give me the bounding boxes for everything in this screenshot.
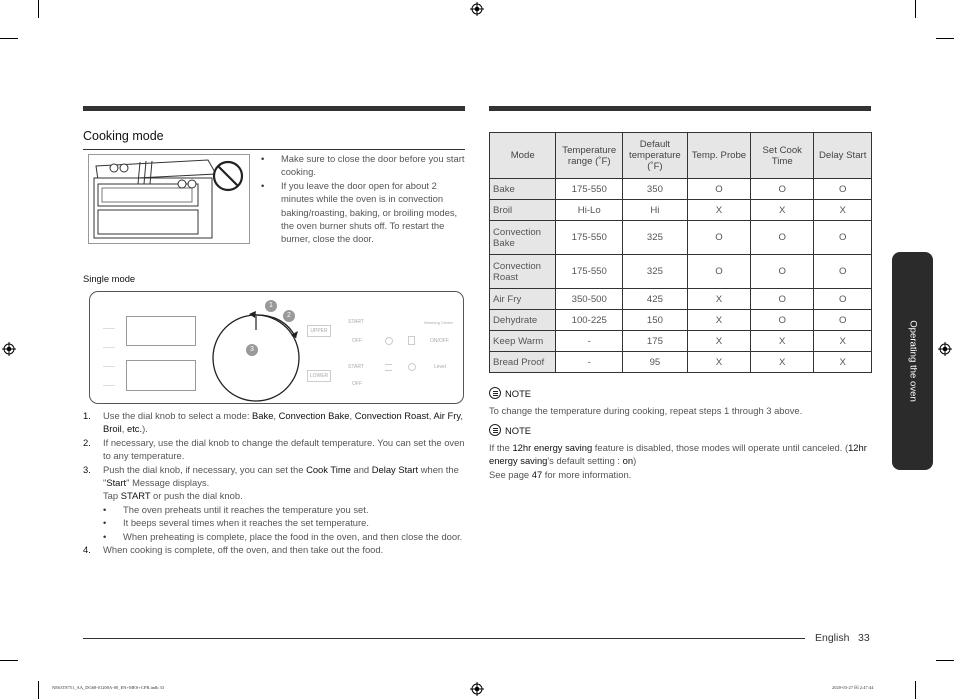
table-row: Keep Warm - 175 X X X [490,331,872,352]
note-heading: NOTE [489,387,531,399]
registration-mark-icon [2,342,16,356]
table-header: Temperature range (˚F) [556,133,623,179]
step-4: 4. When cooking is complete, off the oven, and then take out the food. [83,544,384,556]
door-notice-list [261,152,465,246]
mode-bake: Bake [252,410,274,421]
start-lower-label[interactable]: START [348,364,364,370]
display-lower [126,360,196,391]
crop-mark [936,660,954,661]
registration-mark-icon [938,342,952,356]
start-upper-label[interactable]: START [348,319,364,325]
callout-3: 3 [246,344,258,356]
mode-icons-strip [103,320,115,390]
crop-mark [38,681,39,699]
door-notice-item: • Make sure to close the door before you start cooking. [261,152,465,179]
table-row: Bake 175-550 350 O O O [490,179,872,200]
onoff-label[interactable]: ON/OFF [430,338,449,344]
off-upper-label[interactable]: OFF [352,338,362,344]
mode-air-fry: Air Fry [433,410,461,421]
level-label[interactable]: Level [434,364,446,370]
note-text: If the 12hr energy saving feature is disabled, those modes will operate until canceled. (12hr energy saving's default setting : on) See page 47 for more information. [489,442,867,480]
table-header: Mode [490,133,556,179]
table-row: Dehydrate 100-225 150 X O O [490,310,872,331]
warming-center-label: Warming Center [424,320,453,325]
table-header: Default temperature (˚F) [623,133,688,179]
footer-rule [83,638,805,639]
step-3-bullet: • The oven preheats until it reaches the temperature you set. [103,503,465,516]
step-3: 3. Push the dial knob, if necessary, you can set the Cook Time and Delay Start when the "Start" Message displays. Tap START or push the dial knob. • The oven preheats until it reaches the temperature you set. • It beeps several times when it reaches the set temperature. • When preheating is complete, place the food in the oven, and then close the door. [83,463,465,543]
crop-mark [0,660,18,661]
chapter-side-tab: Operating the oven [892,252,933,470]
print-slug-left: NE63T8751_AA_DG68-01200A-00_EN+MES+CFR.indb 33 [52,685,165,690]
steps-list [83,409,465,556]
control-panel-illustration [89,291,464,404]
display-upper [126,316,196,346]
registration-mark-icon [470,682,484,696]
note-heading: NOTE [489,424,531,436]
note-icon [489,424,501,436]
mode-table [489,132,872,373]
subsection-title: Single mode [83,273,136,284]
table-header-row [490,133,872,179]
step-2: 2. If necessary, use the dial knob to change the default temperature. You can set the oven to any temperature. [83,436,465,462]
footer-language: English [815,632,850,644]
table-row: Broil Hi-Lo Hi X X X [490,200,872,221]
door-notice-item: • If you leave the door open for about 2 minutes while the oven is in convection baking/roasting, baking, or broiling modes, the oven burner shuts off. To restart the burner, close the door. [261,179,465,246]
page-link[interactable]: 47 [531,468,543,480]
footer-page-number: 33 [858,632,870,644]
note-icon [489,387,501,399]
crop-mark [915,681,916,699]
callout-1: 1 [265,300,277,312]
light-icon[interactable] [408,363,416,371]
section-title-underline [83,149,465,150]
table-row: Bread Proof - 95 X X X [490,352,872,373]
crop-mark [0,38,18,39]
crop-mark [38,0,39,18]
callout-2: 2 [283,310,295,322]
print-slug-right: 2020-03-27 ￼ 2:47:44 [832,685,874,690]
lock-icon[interactable] [408,336,415,345]
section-title: Cooking mode [83,129,164,143]
mode-convection-bake: Convection Bake [278,410,350,421]
crop-mark [915,0,916,18]
timer-icon[interactable] [385,337,393,345]
mode-etc: etc. [126,423,143,435]
mode-convection-roast: Convection Roast [354,410,429,421]
step-1: 1. Use the dial knob to select a mode: Bake, Convection Bake, Convection Roast, Air Fry, Broil, etc.). [83,410,463,435]
column-rule-left [83,106,465,111]
menu-icon[interactable] [385,364,392,371]
table-row: Air Fry 350-500 425 X O O [490,289,872,310]
step-3-bullet: • It beeps several times when it reaches the set temperature. [103,516,465,529]
note-text: To change the temperature during cooking, repeat steps 1 through 3 above. [489,405,803,416]
table-header: Temp. Probe [687,133,750,179]
table-header: Delay Start [814,133,872,179]
table-row: Convection Roast 175-550 325 O O O [490,255,872,289]
registration-mark-icon [470,2,484,16]
step-3-bullet: • When preheating is complete, place the food in the oven, and then close the door. [103,530,465,543]
upper-button[interactable]: UPPER [307,325,331,337]
oven-door-illustration [88,154,250,244]
crop-mark [936,38,954,39]
lower-button[interactable]: LOWER [307,370,331,382]
table-row: Convection Bake 175-550 325 O O O [490,221,872,255]
column-rule-right [489,106,871,111]
mode-broil: Broil [103,423,122,435]
table-header: Set Cook Time [751,133,814,179]
off-lower-label[interactable]: OFF [352,381,362,387]
